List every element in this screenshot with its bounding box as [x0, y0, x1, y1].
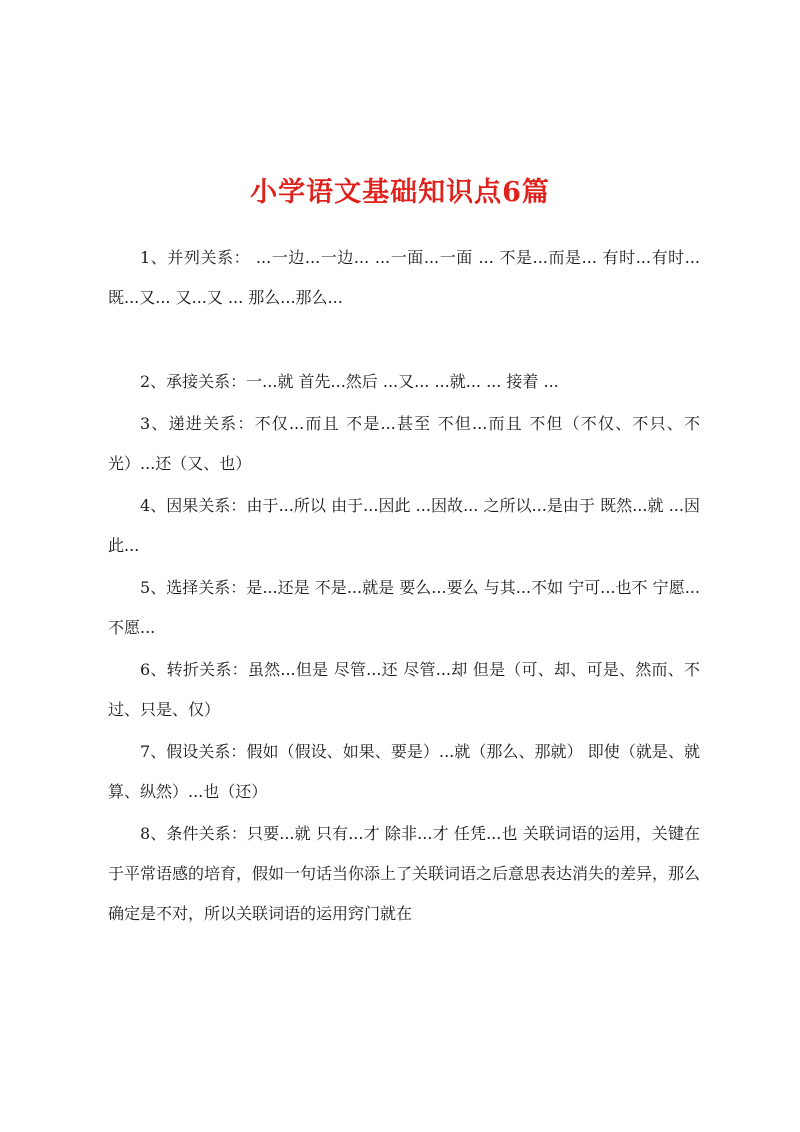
document-body: [108, 238, 700, 936]
paragraph-progressive: 3、递进关系：不仅...而且 不是...甚至 不但...而且 不但（不仅、不只、不光）...还（又、也）: [108, 414, 700, 473]
paragraph-coordinate: 1、并列关系： ...一边...一边... ...一面...一面 ... 不是...而是... 有时...有时... 既...又... 又...又 ... 那么...那么...: [108, 248, 700, 307]
document-title: 小学语文基础知识点6篇: [250, 177, 550, 208]
paragraph-adversative: 6、转折关系：虽然...但是 尽管...还 尽管...却 但是（可、却、可是、然而、不过、只是、仅）: [108, 660, 700, 719]
paragraph-succession: 2、承接关系：一...就 首先...然后 ...又... ...就... ... 接着 ...: [140, 372, 559, 391]
paragraph-causal: 4、因果关系：由于...所以 由于...因此 ...因故... 之所以...是由于 既然...就 ...因此...: [108, 496, 700, 555]
paragraph-choice: 5、选择关系：是...还是 不是...就是 要么...要么 与其...不如 宁可...也不 宁愿...不愿...: [108, 578, 700, 637]
paragraph-hypothetical: 7、假设关系：假如（假设、如果、要是）...就（那么、那就） 即使（就是、就算、纵然）...也（还）: [108, 742, 700, 801]
paragraph-conditional: 8、条件关系：只要...就 只有...才 除非...才 任凭...也 关联词语的运用，关键在于平常语感的培育，假如一句话当你添上了关联词语之后意思表达消失的差异，那么确定是不对，所以关联词语的运用窍门就在: [108, 824, 701, 923]
